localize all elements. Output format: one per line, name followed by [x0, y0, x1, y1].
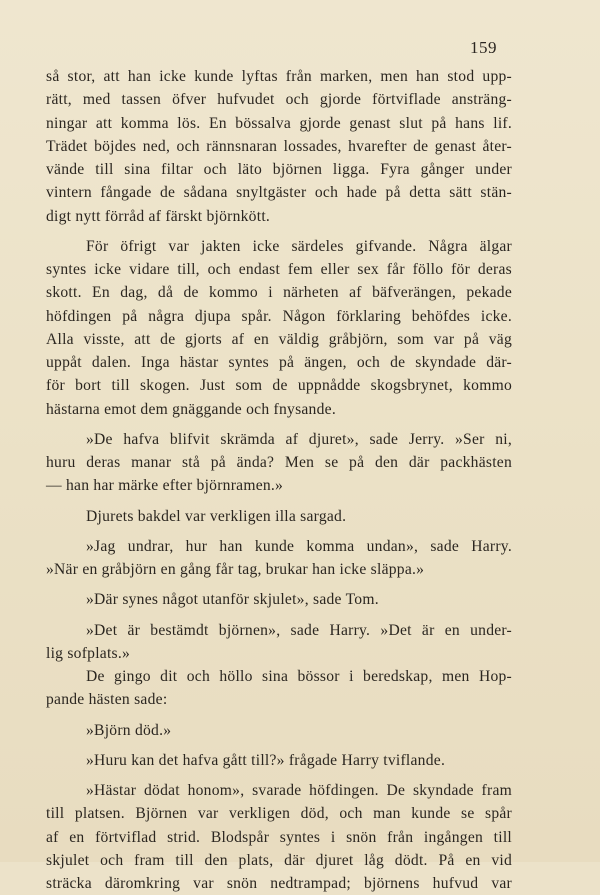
- text-line: »Det är bestämdt björnen», sade Harry. »Det är en under-: [86, 621, 512, 639]
- text-line: — han har märke efter björnramen.»: [46, 477, 284, 495]
- text-line: sträcka däromkring var snön nedtrampad; björnens hufvud var: [46, 875, 512, 892]
- paragraph: [46, 235, 512, 421]
- text-line: till platsen. Björnen var verkligen död, och man kunde se spår: [46, 805, 512, 823]
- text-line: syntes icke vidare till, och endast fem eller sex får föllo för deras: [46, 261, 512, 278]
- page-number: 159: [470, 38, 497, 57]
- text-line: »Hästar dödat honom», svarade höfdingen. De skyndade fram: [86, 782, 512, 799]
- text-line: För öfrigt var jakten icke särdeles gifvande. Några älgar: [86, 237, 512, 255]
- paragraph: [46, 505, 512, 528]
- paragraph: [46, 65, 512, 228]
- text-line: »De hafva blifvit skrämda af djuret», sade Jerry. »Ser ni,: [86, 430, 512, 448]
- text-line: »Huru kan det hafva gått till?» frågade Harry tviflande.: [86, 751, 446, 769]
- text-line: rätt, med tassen öfver hufvudet och gjorde förtviflade ansträng-: [46, 91, 512, 109]
- text-line: huru deras manar stå på ända? Men se på den där packhästen: [46, 454, 512, 471]
- text-line: »När en gråbjörn en gång får tag, brukar han icke släppa.»: [46, 561, 425, 578]
- text-line: Djurets bakdel var verkligen illa sargad.: [86, 507, 347, 525]
- paragraph: [46, 428, 512, 498]
- text-line: för bort till skogen. Just som de uppnådde skogsbrynet, kommo: [46, 377, 512, 395]
- text-line: vintern fångade de sådana snyltgäster och hade på detta sätt stän-: [46, 184, 512, 202]
- paragraph: [46, 719, 512, 742]
- text-line: skott. En dag, då de kommo i närheten af bäfverängen, pekade: [46, 284, 512, 302]
- paragraph: [46, 779, 512, 895]
- text-line: så stor, att han icke kunde lyftas från marken, men han stod upp-: [46, 68, 512, 85]
- text-line: »Där synes något utanför skjulet», sade Tom.: [86, 591, 379, 609]
- text-line: De gingo dit och höllo sina bössor i beredskap, men Hop-: [86, 668, 512, 685]
- paragraph: [46, 535, 512, 582]
- text-line: höfdingen på några djupa spår. Någon förklaring behöfdes icke.: [46, 307, 512, 325]
- paragraph: [46, 749, 512, 772]
- text-line: af en förtviflad strid. Blodspår syntes i snön från ingången till: [46, 828, 512, 846]
- paragraph: [46, 665, 512, 712]
- text-line: vände till sina filtar och läto björnen ligga. Fyra gånger under: [46, 161, 512, 178]
- text-line: lig sofplats.»: [46, 644, 131, 662]
- paragraph: [46, 588, 512, 611]
- text-line: ningar att komma lös. En bössalva gjorde genast slut på hans lif.: [46, 114, 512, 132]
- text-line: uppåt dalen. Inga hästar syntes på ängen, och de skyndade där-: [46, 354, 512, 371]
- text-line: pande hästen sade:: [46, 691, 168, 709]
- text-line: hästarna emot dem gnäggande och fnysande.: [46, 400, 336, 418]
- text-line: »Björn död.»: [86, 721, 172, 739]
- text-line: skjulet och fram till den plats, där djuret låg dödt. På en vid: [46, 851, 512, 869]
- text-line: »Jag undrar, hur han kunde komma undan», sade Harry.: [86, 537, 512, 555]
- text-line: digt nytt förråd af färskt björnkött.: [46, 207, 271, 225]
- text-line: Trädet böjdes ned, och rännsnaran lossades, hvarefter de genast åter-: [46, 137, 512, 155]
- body-text: [46, 65, 512, 895]
- paragraph: [46, 619, 512, 666]
- text-line: Alla visste, att de gjorts af en väldig gråbjörn, som var på väg: [46, 330, 512, 348]
